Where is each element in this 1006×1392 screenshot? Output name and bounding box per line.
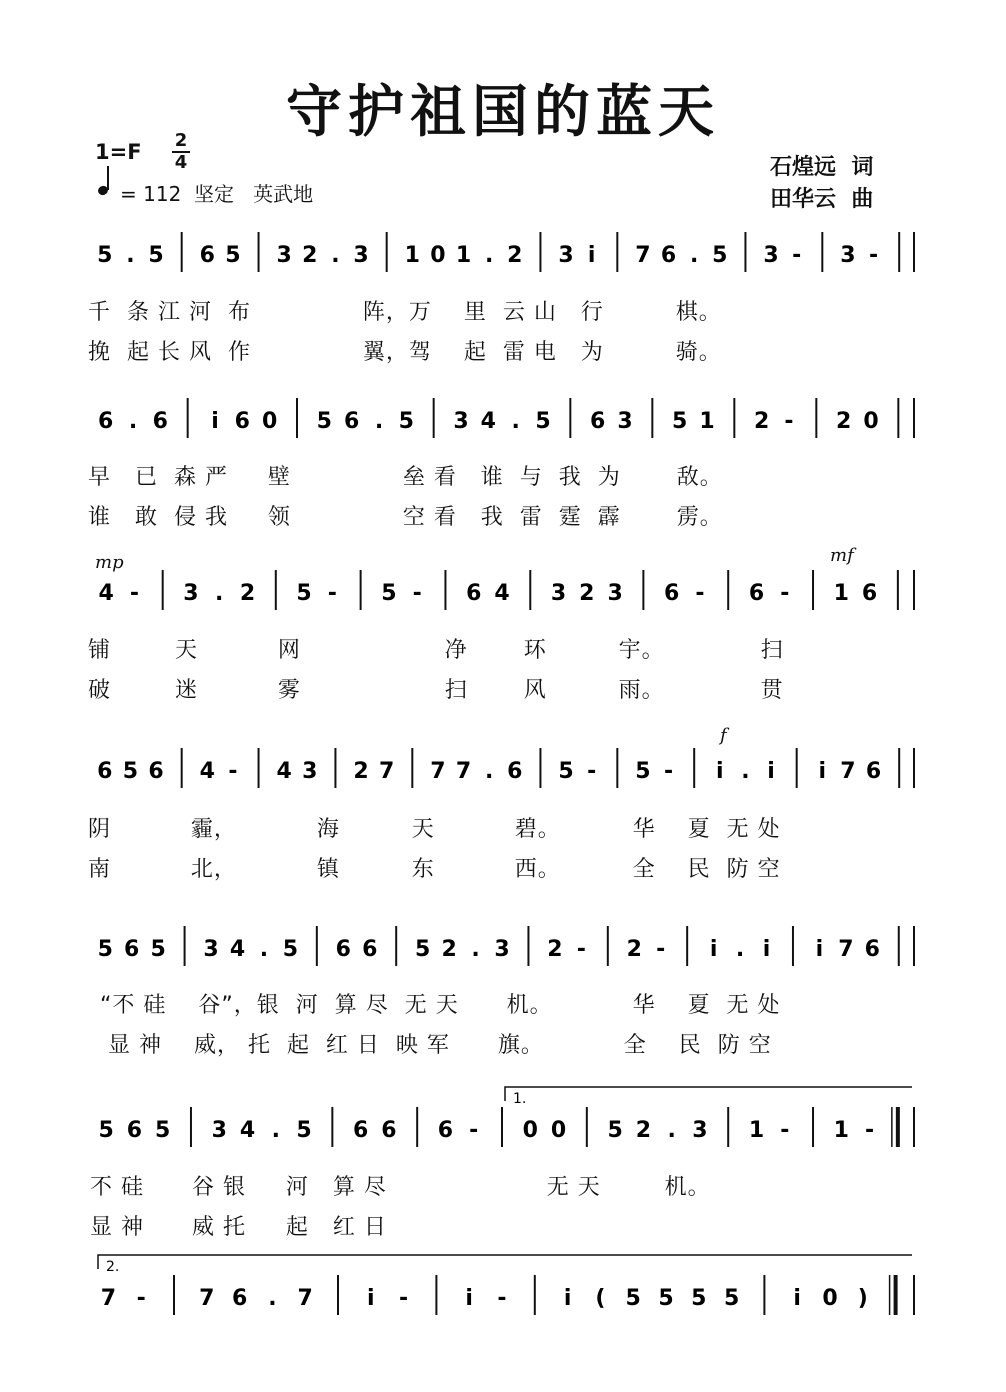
note-glyph: 6: [98, 409, 114, 434]
note-glyph: 3: [302, 759, 318, 784]
note-glyph: 5: [414, 937, 431, 962]
note-glyph: 0: [863, 409, 879, 434]
note-glyph: ): [857, 1286, 868, 1311]
note-glyph: 5: [607, 1118, 623, 1143]
note-glyph: 3: [203, 937, 219, 962]
note-glyph: 3: [211, 1118, 227, 1143]
note-glyph: 3: [183, 581, 199, 606]
note-glyph: 0: [522, 1118, 538, 1143]
note-glyph: -: [784, 409, 794, 434]
note-glyph: i: [367, 1286, 375, 1311]
note-glyph: .: [271, 1118, 280, 1143]
note-glyph: 5: [296, 1118, 312, 1143]
note-glyph: 3: [607, 581, 623, 606]
note-glyph: -: [129, 581, 139, 606]
note-glyph: 4: [276, 759, 292, 784]
note-glyph: 5: [535, 409, 551, 434]
note-glyph: 6: [126, 1118, 143, 1143]
note-glyph: 5: [98, 1118, 114, 1143]
note-glyph: 4: [480, 409, 496, 434]
note-glyph: 7: [838, 937, 854, 962]
tempo-marking: = 112 坚定 英武地: [120, 182, 314, 206]
note-glyph: 7: [635, 243, 651, 268]
song-title: 守护祖国的蓝天: [286, 79, 720, 145]
note-glyph: -: [136, 1286, 146, 1311]
note-glyph: -: [663, 759, 674, 784]
note-glyph: 0: [550, 1118, 567, 1143]
note-glyph: -: [228, 759, 238, 784]
note-glyph: 1: [833, 1118, 849, 1143]
note-glyph: i: [716, 759, 724, 784]
note-glyph: 6: [590, 409, 606, 434]
note-glyph: i: [587, 243, 596, 268]
note-glyph: .: [128, 409, 138, 434]
note-glyph: 3: [692, 1118, 708, 1143]
note-glyph: 2: [302, 243, 318, 268]
note-glyph: 6: [231, 1286, 248, 1311]
note-glyph: 5: [97, 243, 113, 268]
note-glyph: 6: [362, 937, 378, 962]
note-glyph: .: [374, 409, 384, 434]
note-glyph: -: [576, 937, 586, 962]
note-glyph: i: [818, 759, 827, 784]
note-glyph: 6: [437, 1118, 454, 1143]
note-glyph: 6: [660, 243, 677, 268]
note-glyph: .: [471, 937, 480, 962]
note-glyph: 7: [379, 759, 395, 784]
dynamic-mf: mf: [830, 545, 854, 566]
note-glyph: 6: [466, 581, 482, 606]
note-glyph: 5: [282, 937, 299, 962]
note-glyph: 6: [507, 759, 523, 784]
note-glyph: 5: [148, 243, 164, 268]
note-glyph: 6: [861, 581, 878, 606]
note-glyph: 5: [398, 409, 414, 434]
note-glyph: 6: [148, 759, 164, 784]
note-glyph: 6: [199, 243, 215, 268]
lyric-s6-v2: 显 神 威 托 起 红 日: [90, 1215, 387, 1240]
note-glyph: .: [259, 937, 269, 962]
note-glyph: 5: [558, 759, 574, 784]
lyric-s4-v2: 南 北， 镇 东 西。 全 民 防 空: [88, 857, 781, 882]
note-glyph: 5: [316, 409, 332, 434]
note-glyph: 5: [635, 759, 651, 784]
lyric-s1-v2: 挽 起 长 风 作 翼，驾 起 雷 电 为 骑。: [88, 340, 722, 365]
note-glyph: -: [587, 759, 597, 784]
note-glyph: 5: [296, 581, 312, 606]
note-glyph: 6: [352, 1118, 369, 1143]
note-glyph: i: [709, 937, 718, 962]
note-glyph: 2: [441, 937, 457, 962]
note-glyph: 5: [625, 1286, 641, 1311]
note-glyph: .: [485, 243, 494, 268]
lyric-s6-v1: 不 硅 谷 银 河 算 尽 无 天 机。: [90, 1175, 711, 1200]
note-glyph: i: [767, 759, 775, 784]
lyricist: 石煌远 词: [770, 155, 874, 180]
note-glyph: i: [762, 937, 771, 962]
volta-bracket: [505, 1087, 912, 1101]
note-glyph: .: [667, 1118, 676, 1143]
note-glyph: .: [215, 581, 224, 606]
note-glyph: -: [780, 1118, 790, 1143]
note-glyph: 5: [691, 1286, 707, 1311]
note-glyph: 5: [150, 937, 166, 962]
note-glyph: -: [695, 581, 705, 606]
note-glyph: 7: [840, 759, 856, 784]
note-glyph: 2: [239, 581, 256, 606]
note-glyph: 6: [865, 759, 882, 784]
note-glyph: 2: [635, 1118, 652, 1143]
note-glyph: 3: [276, 243, 292, 268]
note-glyph: 6: [335, 937, 351, 962]
note-glyph: i: [563, 1286, 572, 1311]
note-glyph: 6: [124, 937, 140, 962]
note-glyph: 2: [579, 581, 595, 606]
note-glyph: 1: [748, 1118, 765, 1143]
note-glyph: .: [331, 243, 340, 268]
note-glyph: -: [497, 1286, 507, 1311]
note-glyph: 2: [507, 243, 523, 268]
lyric-s4-v1: 阴 霾， 海 天 碧。 华 夏 无 处: [88, 817, 781, 842]
lyric-s5-v2: 显 神 威， 托 起 红 日 映 军 旗。 全 民 防 空: [100, 1033, 772, 1058]
note-glyph: 6: [663, 581, 680, 606]
note-glyph: (: [595, 1286, 606, 1311]
note-glyph: 3: [494, 937, 510, 962]
note-glyph: -: [865, 1118, 875, 1143]
key-signature: 1=F: [95, 140, 142, 164]
note-glyph: -: [469, 1118, 479, 1143]
note-glyph: 3: [617, 409, 633, 434]
note-glyph: -: [792, 243, 802, 268]
note-glyph: 5: [97, 937, 113, 962]
note-glyph: i: [465, 1286, 473, 1311]
note-glyph: 5: [381, 581, 397, 606]
dynamic-mp: mp: [95, 552, 124, 573]
note-glyph: i: [211, 409, 219, 434]
note-glyph: -: [399, 1286, 409, 1311]
lyric-s3-v2: 破 迷 雾 扫 风 雨。 贯: [88, 678, 784, 703]
note-glyph: 2: [754, 409, 770, 434]
note-glyph: 4: [494, 581, 510, 606]
note-glyph: 6: [152, 409, 168, 434]
note-glyph: 4: [239, 1118, 256, 1143]
note-glyph: 7: [100, 1286, 117, 1311]
note-glyph: 4: [199, 759, 215, 784]
note-glyph: .: [126, 243, 135, 268]
note-glyph: -: [412, 581, 422, 606]
note-glyph: 2: [836, 409, 852, 434]
note-glyph: 7: [430, 759, 446, 784]
note-glyph: 7: [297, 1286, 313, 1311]
note-glyph: 0: [262, 409, 278, 434]
note-glyph: 6: [864, 937, 880, 962]
note-glyph: 1: [833, 581, 849, 606]
note-glyph: 5: [723, 1286, 740, 1311]
note-glyph: -: [327, 581, 337, 606]
note-glyph: 1: [699, 409, 715, 434]
note-glyph: 5: [155, 1118, 171, 1143]
note-glyph: .: [735, 937, 745, 962]
note-glyph: 3: [453, 409, 469, 434]
note-glyph: 6: [381, 1118, 397, 1143]
lyric-s2-v1: 早 已 森 严 壁 垒 看 谁 与 我 为 敌。: [88, 465, 723, 490]
note-glyph: 0: [430, 243, 446, 268]
note-glyph: 5: [225, 243, 241, 268]
note-glyph: 2: [626, 937, 642, 962]
volta-number: 1.: [513, 1091, 527, 1107]
note-glyph: 3: [558, 243, 574, 268]
note-glyph: i: [793, 1286, 801, 1311]
lyric-s1-v1: 千 条 江 河 布 阵，万 里 云 山 行 棋。: [88, 300, 722, 325]
note-glyph: 3: [840, 243, 856, 268]
note-glyph: 2: [353, 759, 369, 784]
note-glyph: 5: [712, 243, 728, 268]
note-glyph: .: [690, 243, 699, 268]
note-glyph: 1: [455, 243, 472, 268]
note-glyph: 6: [344, 409, 360, 434]
composer: 田华云 曲: [770, 187, 874, 212]
volta-number: 2.: [106, 1259, 120, 1275]
note-glyph: -: [780, 581, 790, 606]
lyric-s2-v2: 谁 敢 侵 我 领 空 看 我 雷 霆 霹 雳。: [88, 505, 723, 530]
note-glyph: 4: [229, 937, 246, 962]
note-glyph: 0: [822, 1286, 838, 1311]
note-glyph: 7: [455, 759, 472, 784]
time-signature-top: 2: [174, 130, 188, 151]
note-glyph: .: [741, 759, 750, 784]
note-glyph: 1: [404, 243, 420, 268]
note-glyph: .: [268, 1286, 277, 1311]
note-glyph: .: [511, 409, 520, 434]
note-glyph: 2: [547, 937, 563, 962]
note-glyph: i: [815, 937, 824, 962]
lyric-s3-v1: 铺 天 网 净 环 宇。 扫: [88, 638, 784, 663]
note-glyph: 6: [748, 581, 765, 606]
note-glyph: 5: [672, 409, 688, 434]
dynamic-f: f: [720, 725, 727, 746]
lyric-s5-v1: “不 硅 谷”，银 河 算 尽 无 天 机。 华 夏 无 处: [100, 993, 781, 1018]
note-glyph: 3: [550, 581, 567, 606]
note-glyph: .: [485, 759, 494, 784]
note-glyph: -: [868, 243, 879, 268]
note-glyph: 6: [234, 409, 250, 434]
time-signature-bottom: 4: [174, 152, 188, 173]
note-glyph: 5: [658, 1286, 674, 1311]
note-glyph: 4: [98, 581, 114, 606]
note-glyph: 6: [97, 759, 113, 784]
volta-bracket: [98, 1255, 912, 1269]
note-glyph: -: [656, 937, 666, 962]
note-glyph: 3: [353, 243, 369, 268]
note-glyph: 7: [199, 1286, 215, 1311]
note-glyph: 5: [122, 759, 139, 784]
note-glyph: 3: [763, 243, 779, 268]
